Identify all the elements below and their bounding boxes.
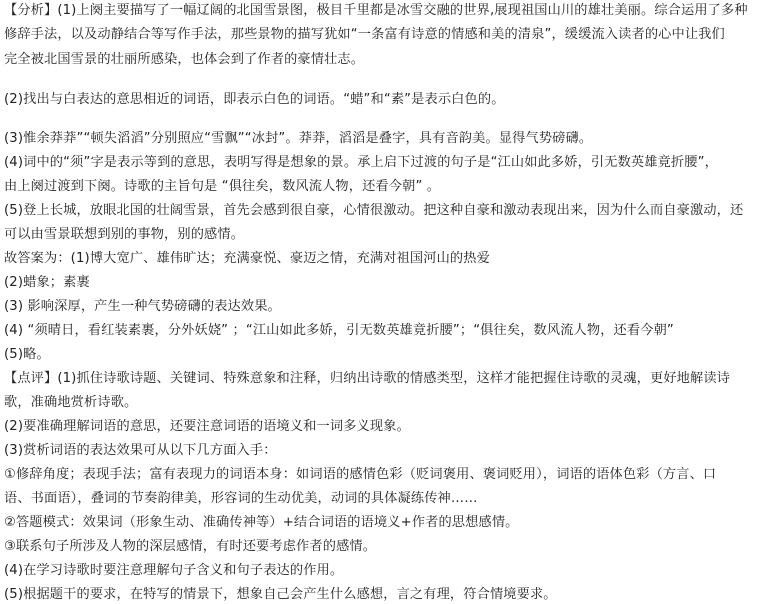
comment-line-8: ③联系句子所涉及人物的深层感情，有时还要考虑作者的感情。 [4,539,377,554]
answer-line-3: (3) 影响深厚，产生一种气势磅礴的表达效果。 [4,299,281,314]
analysis-line-6: (4)词中的“须”字是表示等到的意思，表明写得是想象的景。承上启下过渡的句子是“江山如此多娇，引无数英雄竟折腰”， [4,155,718,170]
comment-line-4: (3)赏析词语的表达效果可从以下几方面入手： [4,443,277,458]
comment-line-3: (2)要准确理解词语的意思，还要注意词语的语境义和一词多义现象。 [4,419,410,434]
comment-line-7: ②答题模式：效果词（形象生动、准确传神等）+结合词语的语境义+作者的思想感情。 [4,515,519,530]
comment-line-2: 歌，准确地赏析诗歌。 [4,395,138,410]
comment-line-9: (4)在学习诗歌时要注意理解句子含义和句子表达的作用。 [4,563,344,578]
answer-analysis-document [4,0,776,604]
analysis-line-2: 修辞手法，以及动静结合等写作手法，那些景物的描写犹如“一条富有诗意的情感和美的清泉”，缓缓流入读者的心中让我们 [4,27,725,42]
analysis-line-9: 可以由雪景联想到别的事物，别的感情。 [4,227,245,242]
analysis-line-7: 由上阕过渡到下阕。诗歌的主旨句是 “俱往矣，数风流人物，还看今朝” 。 [4,179,441,194]
answer-line-4: (4) “须晴日，看红装素裹，分外妖娆” ；“江山如此多娇，引无数英雄竟折腰”；“俱往矣，数风流人物，还看今朝” [4,323,674,338]
answer-line-2: (2)蜡象；素裹 [4,275,90,290]
answer-line-5: (5)略。 [4,347,50,362]
analysis-line-5: (3)惟余莽莽”“顿失滔滔”分别照应“雪飘”“冰封”。莽莽，滔滔是叠字，具有音韵美。显得气势磅礴。 [4,131,593,146]
analysis-line-8: (5)登上长城，放眼北国的壮阔雪景，首先会感到很自豪，心情很激动。把这种自豪和激动表现出来，因为什么而自豪激动，还 [4,203,744,218]
comment-line-1: 【点评】(1)抓住诗歌诗题、关键词、特殊意象和注释，归纳出诗歌的情感类型，这样才能把握住诗歌的灵魂，更好地解读诗 [4,371,731,386]
comment-line-6: 语、书面语），叠词的节奏韵律美，形容词的生动优美，动词的具体凝练传神…… [4,491,478,506]
analysis-line-1: 【分析】(1)上阕主要描写了一幅辽阔的北国雪景图，极目千里都是冰雪交融的世界,展现祖国山川的雄壮美丽。综合运用了多种 [4,3,748,18]
comment-line-10: (5)根据题干的要求，在特写的情景下，想象自己会产生什么感想，言之有理，符合情境要求。 [4,587,557,602]
answer-line-1: 故答案为：(1)博大宽广、雄伟旷达；充满豪悦、豪迈之情，充满对祖国河山的热爱 [4,251,490,266]
analysis-line-4: (2)找出与白表达的意思相近的词语，即表示白色的词语。“蜡”和“素”是表示白色的。 [4,92,505,107]
comment-line-5: ①修辞角度；表现手法；富有表现力的词语本身：如词语的感情色彩（贬词褒用、褒词贬用），词语的语体色彩（方言、口 [4,467,717,482]
analysis-line-3: 完全被北国雪景的壮丽所感染，也体会到了作者的豪情壮志。 [4,52,365,67]
